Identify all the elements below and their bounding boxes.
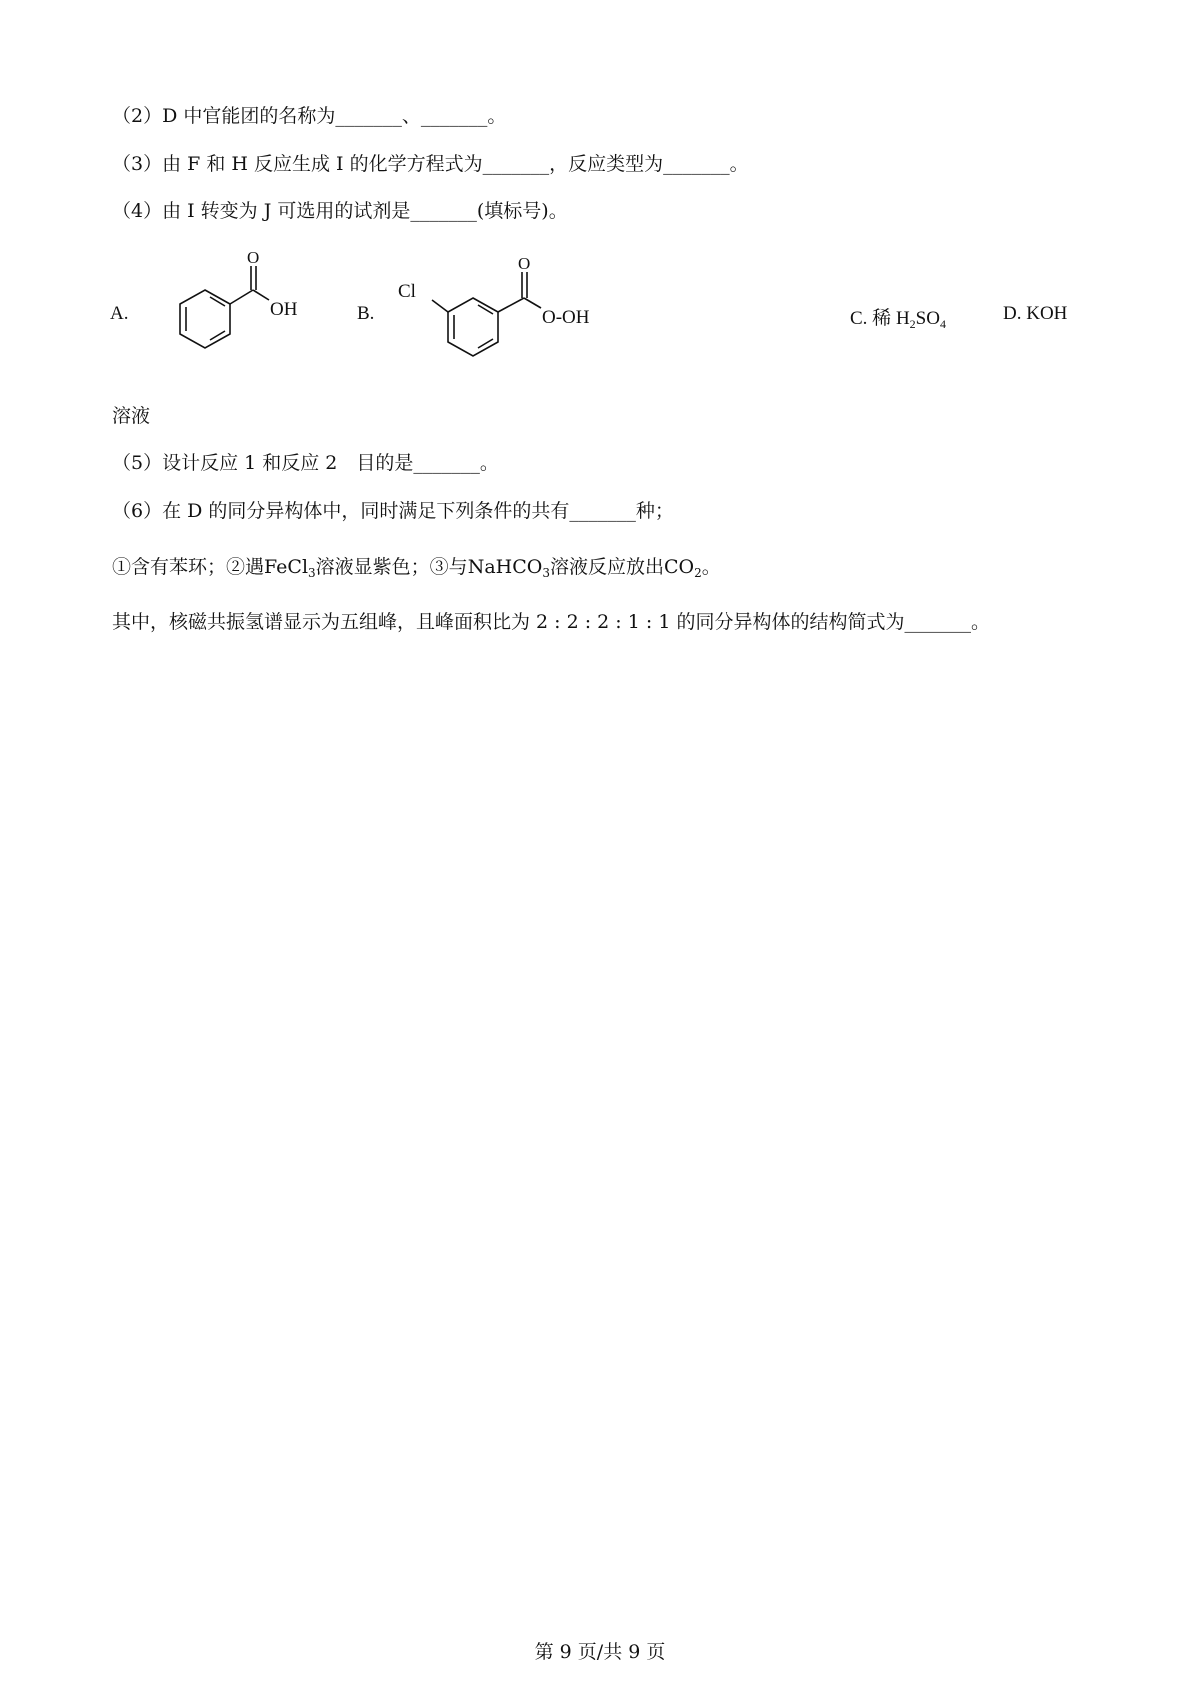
option-b-label: B.	[357, 303, 375, 324]
question-2: （2）D 中官能团的名称为_______、_______。	[112, 105, 507, 127]
nahco-subscript: 3	[542, 566, 550, 580]
fecl-formula: FeCl	[264, 556, 309, 578]
condition-text-2: 溶液显紫色；③与	[315, 556, 468, 578]
condition-text-4: 。	[701, 556, 721, 578]
nahco-formula: NaHCO	[467, 556, 543, 578]
oxygen-label: O	[518, 254, 531, 273]
option-d-tail: 溶液	[112, 405, 151, 427]
question-6: （6）在 D 的同分异构体中，同时满足下列条件的共有_______种；	[112, 500, 674, 522]
formula-sub-4: 4	[939, 317, 946, 331]
peroxy-acid-label: O-OH	[542, 307, 590, 328]
page-footer: 第 9 页/共 9 页	[534, 1641, 666, 1663]
mcpba-structure	[392, 252, 632, 372]
condition-text-3: 溶液反应放出	[549, 556, 664, 578]
chlorine-label: Cl	[398, 281, 416, 302]
option-c-label: C. 稀	[850, 308, 892, 329]
option-d	[1003, 303, 1067, 325]
fecl-subscript: 3	[308, 566, 316, 580]
question-6-conditions	[112, 555, 721, 585]
co-subscript: 2	[694, 566, 702, 580]
question-6-structure: 其中，核磁共振氢谱显示为五组峰，且峰面积比为 2 : 2 : 2 : 1 : 1 的同分异构体的结构简式为_______。	[112, 611, 990, 633]
koh-formula: KOH	[1026, 303, 1068, 324]
formula-so: SO	[915, 308, 940, 329]
question-3: （3）由 F 和 H 反应生成 I 的化学方程式为_______，反应类型为_______。	[112, 153, 749, 175]
condition-text-1: ①含有苯环；②遇	[112, 556, 265, 578]
hydroxyl-label: OH	[270, 299, 298, 320]
formula-h: H	[895, 308, 910, 329]
formula-sub-2: 2	[909, 317, 916, 331]
co-formula: CO	[663, 556, 695, 578]
option-d-label: D.	[1003, 303, 1022, 324]
option-a-label: A.	[110, 303, 129, 324]
option-c	[850, 303, 946, 332]
oxygen-label: O	[247, 252, 260, 267]
question-5: （5）设计反应 1 和反应 2 目的是_______。	[112, 452, 499, 474]
benzoic-acid-structure	[140, 252, 300, 372]
question-4: （4）由 I 转变为 J 可选用的试剂是_______(填标号)。	[112, 200, 568, 222]
